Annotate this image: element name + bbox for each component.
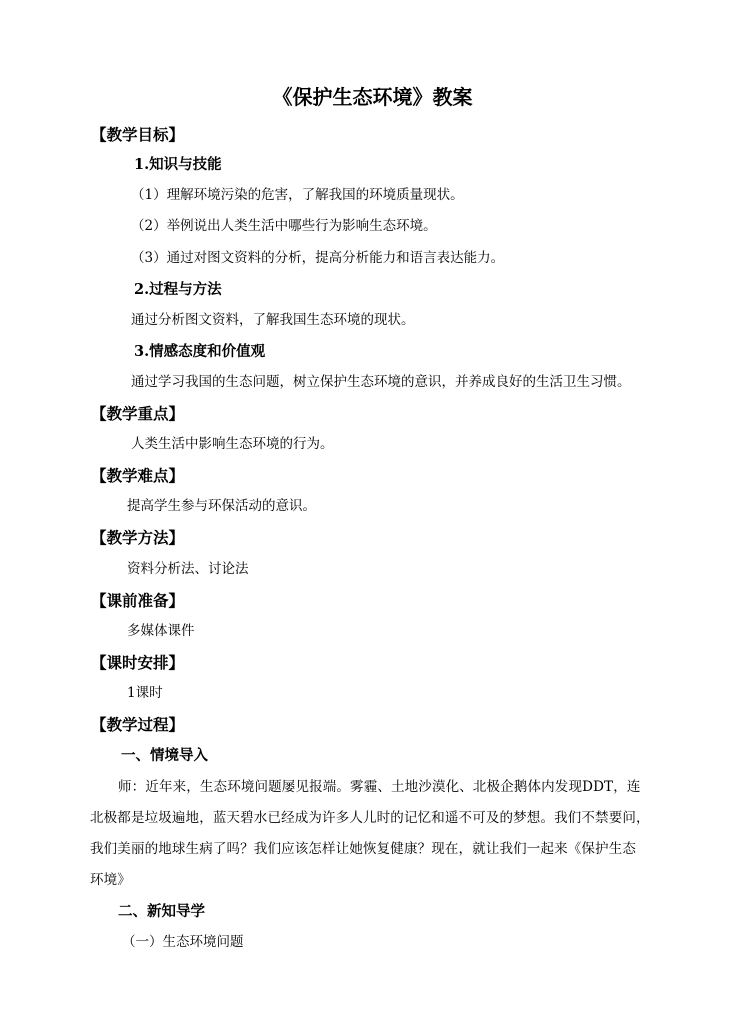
intro-paragraph-line-1: 师：近年来，生态环境问题屡见报端。雾霾、土地沙漠化、北极企鹅体内发现DDT，连 (118, 779, 641, 795)
goal-item-2: （2）举例说出人类生活中哪些行为影响生态环境。 (131, 218, 437, 234)
attitude-values-text: 通过学习我国的生态问题，树立保护生态环境的意识，并养成良好的生活卫生习惯。 (131, 374, 631, 390)
process-method-text: 通过分析图文资料，了解我国生态环境的现状。 (131, 312, 415, 328)
goal-item-3: （3）通过对图文资料的分析，提高分析能力和语言表达能力。 (131, 250, 505, 266)
document-title: 《保护生态环境》教案 (272, 85, 473, 109)
subheading-knowledge-skills: 1.知识与技能 (134, 156, 222, 173)
intro-paragraph-line-2: 北极都是垃圾遍地，蓝天碧水已经成为许多人儿时的记忆和遥不可及的梦想。我们不禁要问， (90, 810, 650, 826)
key-points-text: 人类生活中影响生态环境的行为。 (131, 436, 334, 452)
methods-text: 资料分析法、讨论法 (127, 561, 249, 577)
subheading-intro: 一、情境导入 (121, 747, 208, 764)
preparation-text: 多媒体课件 (127, 623, 195, 639)
section-heading-key-points: 【教学重点】 (91, 404, 185, 423)
subheading-process-method: 2.过程与方法 (134, 281, 222, 298)
subheading-attitude-values: 3.情感态度和价值观 (134, 343, 266, 360)
schedule-text: 1课时 (127, 685, 163, 701)
goal-item-1: （1）理解环境污染的危害，了解我国的环境质量现状。 (131, 187, 464, 203)
subheading-new-knowledge: 二、新知导学 (118, 903, 205, 920)
intro-paragraph-line-4: 环境》 (90, 872, 131, 888)
section-heading-schedule: 【课时安排】 (91, 653, 185, 672)
intro-paragraph-line-3: 我们美丽的地球生病了吗？我们应该怎样让她恢复健康？现在，就让我们一起来《保护生态 (90, 841, 636, 857)
section-heading-difficulties: 【教学难点】 (91, 466, 185, 485)
difficulties-text: 提高学生参与环保活动的意识。 (127, 498, 316, 514)
ecological-problems-heading: （一）生态环境问题 (122, 934, 244, 950)
section-heading-goals: 【教学目标】 (91, 125, 185, 144)
section-heading-methods: 【教学方法】 (91, 528, 185, 547)
section-heading-teaching-process: 【教学过程】 (91, 715, 185, 734)
section-heading-preparation: 【课前准备】 (91, 591, 185, 610)
